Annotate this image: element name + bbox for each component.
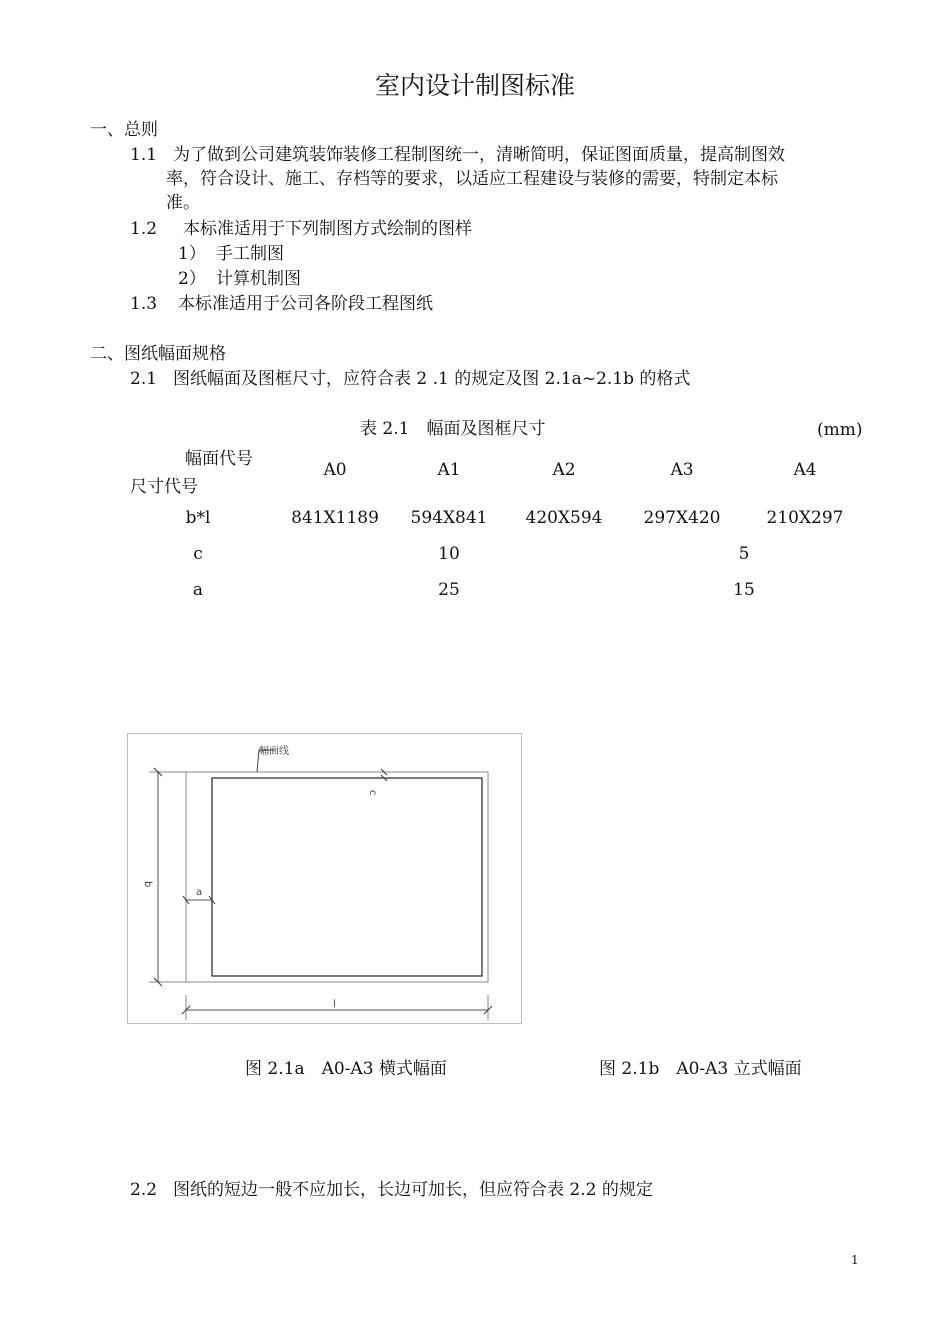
item-text-2-2: 图纸的短边一般不应加长，长边可加长，但应符合表 2.2 的规定 — [173, 1180, 653, 1200]
item-text-1-3: 本标准适用于公司各阶段工程图纸 — [178, 294, 433, 314]
table-cell: 841X1189 — [291, 508, 379, 528]
table-cell: 594X841 — [410, 508, 488, 528]
subitem-text-2: 计算机制图 — [216, 269, 301, 289]
table-cell-merged: 15 — [733, 580, 755, 600]
table-caption: 表 2.1 幅面及图框尺寸 — [360, 419, 546, 439]
table-row-label: a — [192, 580, 204, 600]
figure-caption-landscape: 图 2.1a A0-A3 横式幅面 — [245, 1059, 447, 1079]
table-column-header: A3 — [670, 460, 694, 480]
table-column-header: A4 — [793, 460, 817, 480]
table-row-label: c — [193, 544, 203, 564]
table-cell: 210X297 — [766, 508, 844, 528]
table-cell-merged: 5 — [738, 544, 750, 564]
item-text-1-1-line2: 率，符合设计、施工、存档等的要求，以适应工程建设与装修的需要，特制定本标 — [166, 169, 778, 189]
subitem-number-2: 2） — [178, 269, 206, 289]
subitem-text-1: 手工制图 — [216, 244, 284, 264]
figure-caption-portrait: 图 2.1b A0-A3 立式幅面 — [599, 1059, 802, 1079]
table-column-header: A0 — [323, 460, 347, 480]
item-number-1-3: 1.3 — [130, 294, 158, 314]
subitem-number-1: 1） — [178, 244, 206, 264]
item-text-2-1: 图纸幅面及图框尺寸，应符合表 2 .1 的规定及图 2.1a~2.1b 的格式 — [173, 369, 691, 389]
table-header-dimension-code: 尺寸代号 — [130, 477, 198, 497]
item-number-1-2: 1.2 — [130, 219, 158, 239]
item-number-1-1: 1.1 — [130, 145, 158, 165]
dim-a-label: a — [196, 887, 203, 898]
landscape-sheet-diagram — [127, 733, 522, 1024]
leader-label: 幅面线 — [259, 746, 289, 757]
section-heading-paper-sizes: 二、图纸幅面规格 — [90, 344, 226, 364]
table-column-header: A1 — [437, 460, 461, 480]
table-cell: 420X594 — [525, 508, 603, 528]
dim-l-label: l — [333, 999, 336, 1010]
sheet-outer-edge — [186, 772, 488, 982]
table-cell-merged: 10 — [438, 544, 460, 564]
table-cell-merged: 25 — [438, 580, 460, 600]
item-number-2-2: 2.2 — [130, 1180, 158, 1200]
item-text-1-1-line1: 为了做到公司建筑装饰装修工程制图统一，清晰简明，保证图面质量，提高制图效 — [173, 145, 785, 165]
item-number-2-1: 2.1 — [130, 369, 158, 389]
table-unit: (mm) — [817, 420, 863, 440]
page-number: 1 — [851, 1253, 859, 1267]
document-title: 室内设计制图标准 — [374, 71, 575, 100]
section-heading-general: 一、总则 — [90, 120, 158, 140]
table-cell: 297X420 — [643, 508, 721, 528]
drawing-frame-border — [212, 778, 482, 976]
item-text-1-2: 本标准适用于下列制图方式绘制的图样 — [183, 219, 472, 239]
dim-c-label: c — [367, 790, 378, 796]
item-text-1-1-line3: 准。 — [166, 193, 200, 213]
dim-b-label: b — [142, 881, 153, 888]
table-column-header: A2 — [552, 460, 576, 480]
table-row-label: b*l — [185, 508, 211, 528]
table-header-size-code: 幅面代号 — [185, 449, 253, 469]
